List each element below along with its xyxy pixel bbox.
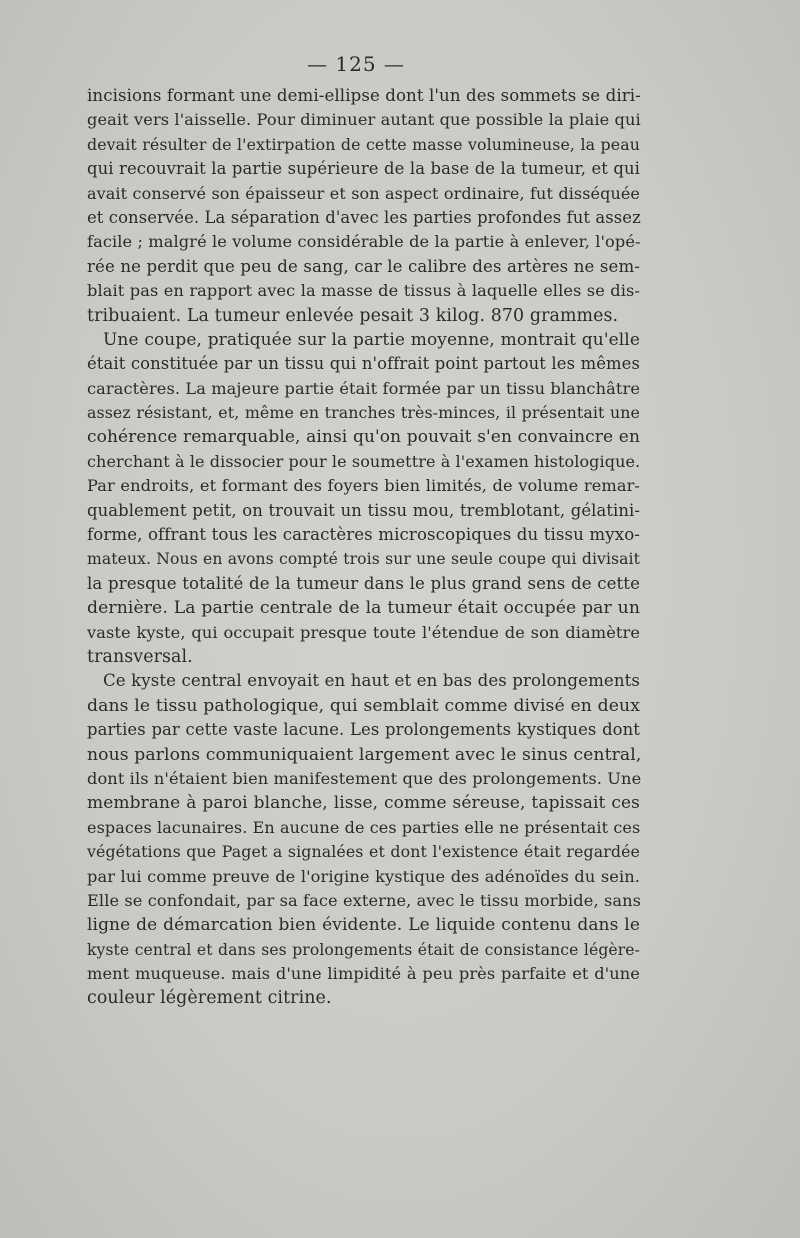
- text-line: dans le tissu pathologique, qui semblait comme divisé en deux: [87, 695, 640, 716]
- text-line: rée ne perdit que peu de sang, car le calibre des artères ne sem-: [87, 256, 640, 276]
- text-line: vaste kyste, qui occupait presque toute l'étendue de son diamètre: [87, 622, 640, 642]
- text-line: qui recouvrait la partie supérieure de la base de la tumeur, et qui: [87, 159, 640, 179]
- text-line: cohérence remarquable, ainsi qu'on pouvait s'en convaincre en: [87, 427, 640, 448]
- text-line: facile ; malgré le volume considérable de la partie à enlever, l'opé-: [87, 232, 641, 252]
- text-line: ment muqueuse. mais d'une limpidité à peu près parfaite et d'une: [87, 964, 640, 984]
- text-line: incisions formant une demi-ellipse dont l'un des sommets se diri-: [87, 86, 641, 105]
- text-line: caractères. La majeure partie était formée par un tissu blanchâtre: [87, 378, 640, 398]
- text-line: blait pas en rapport avec la masse de tissus à laquelle elles se dis-: [87, 281, 640, 301]
- text-line: avait conservé son épaisseur et son aspect ordinaire, fut disséquée: [87, 183, 640, 203]
- text-line: Ce kyste central envoyait en haut et en bas des prolongements: [103, 671, 640, 691]
- text-line: espaces lacunaires. En aucune de ces parties elle ne présentait ces: [87, 817, 641, 837]
- text-line: végétations que Paget a signalées et dont l'existence était regardée: [87, 842, 640, 862]
- text-line: ligne de démarcation bien évidente. Le liquide contenu dans le: [87, 915, 640, 936]
- text-line: cherchant à le dissocier pour le soumettre à l'examen histologique.: [87, 451, 641, 471]
- text-line: kyste central et dans ses prolongements était de consistance légère-: [87, 940, 640, 959]
- text-line: était constituée par un tissu qui n'offrait point partout les mêmes: [87, 354, 640, 374]
- text-line: mateux. Nous en avons compté trois sur une seule coupe qui divisait: [87, 550, 640, 569]
- page-number: — 125 —: [307, 52, 405, 76]
- body-text: [87, 84, 640, 1011]
- text-line: geait vers l'aisselle. Pour diminuer autant que possible la plaie qui: [87, 110, 641, 130]
- text-line: dernière. La partie centrale de la tumeur était occupée par un: [87, 598, 640, 619]
- text-line: Par endroits, et formant des foyers bien limités, de volume remar-: [87, 476, 640, 496]
- text-line: par lui comme preuve de l'origine kystique des adénoïdes du sein.: [87, 866, 640, 886]
- text-line: couleur légèrement citrine.: [87, 988, 332, 1009]
- text-line: parties par cette vaste lacune. Les prolongements kystiques dont: [87, 720, 640, 740]
- text-line: dont ils n'étaient bien manifestement que des prolongements. Une: [87, 768, 642, 788]
- paragraph: [87, 669, 640, 1010]
- text-line: membrane à paroi blanche, lisse, comme séreuse, tapissait ces: [87, 793, 640, 814]
- text-line: tribuaient. La tumeur enlevée pesait 3 kilog. 870 grammes.: [87, 305, 619, 326]
- text-line: assez résistant, et, même en tranches très-minces, il présentait une: [87, 403, 640, 423]
- text-line: nous parlons communiquaient largement avec le sinus central,: [87, 744, 642, 765]
- text-line: transversal.: [87, 646, 193, 667]
- text-line: la presque totalité de la tumeur dans le plus grand sens de cette: [87, 573, 640, 593]
- paragraph: [87, 328, 640, 669]
- text-line: et conservée. La séparation d'avec les parties profondes fut assez: [87, 207, 641, 227]
- text-line: devait résulter de l'extirpation de cette masse volumineuse, la peau: [87, 134, 640, 154]
- text-line: quablement petit, on trouvait un tissu mou, tremblotant, gélatini-: [87, 500, 640, 520]
- paragraph: [87, 84, 640, 328]
- text-line: forme, offrant tous les caractères microscopiques du tissu myxo-: [87, 525, 640, 545]
- text-line: Une coupe, pratiquée sur la partie moyenne, montrait qu'elle: [103, 329, 640, 350]
- text-line: Elle se confondait, par sa face externe, avec le tissu morbide, sans: [87, 890, 642, 910]
